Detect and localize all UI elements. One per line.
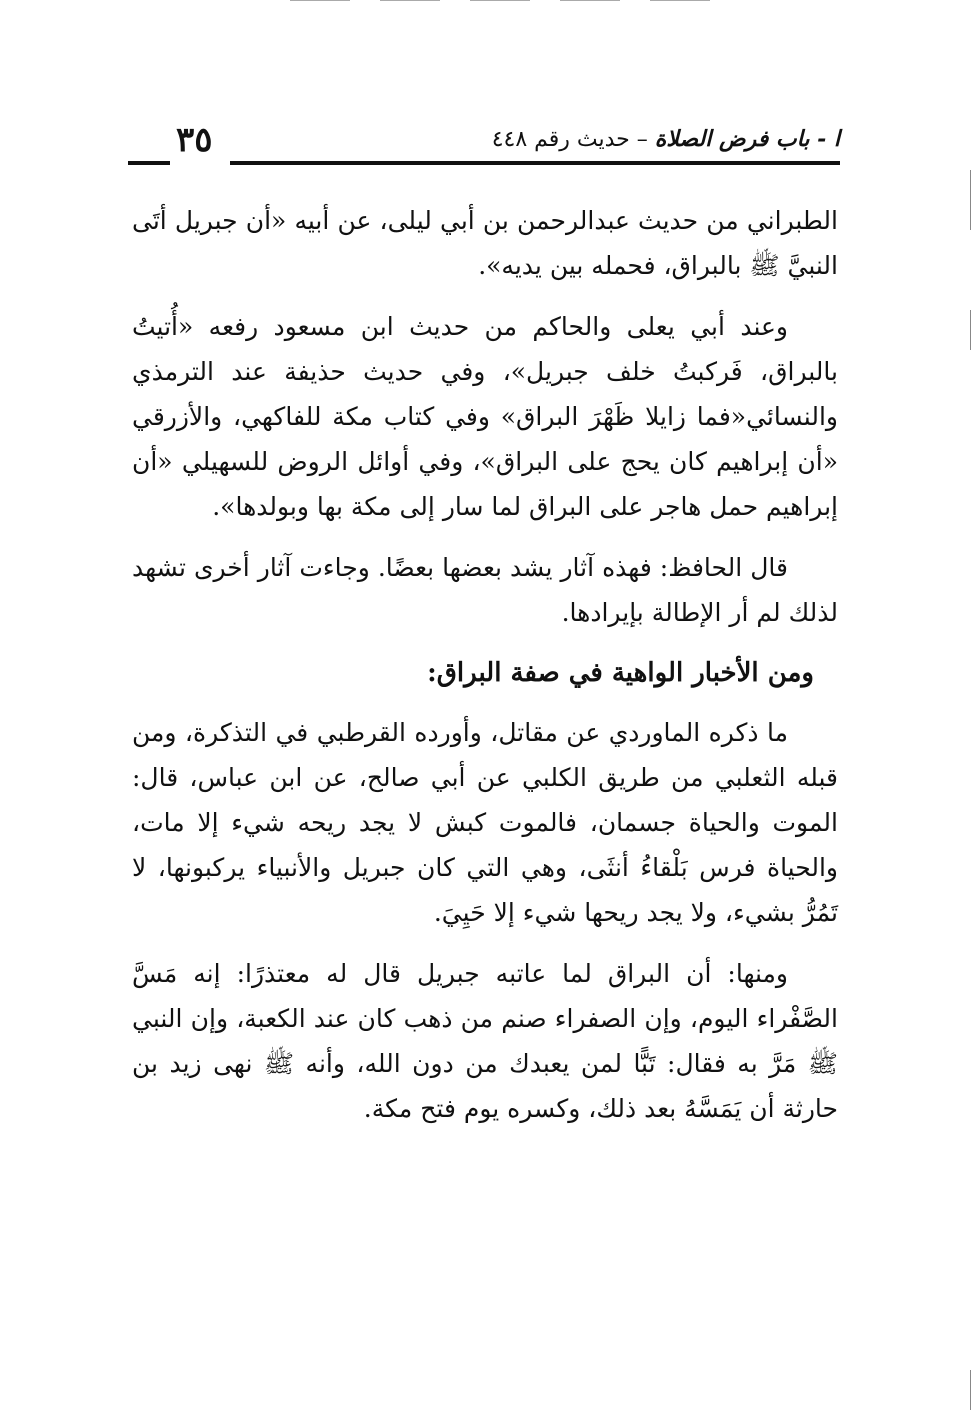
running-header: [128, 118, 840, 188]
body-text: [132, 198, 838, 1147]
header-rule-short: [128, 161, 170, 165]
header-rule: [230, 161, 840, 165]
paragraph-5: ومنها: أن البراق لما عاتبه جبريل قال له معتذرًا: إنه مَسَّ الصَّفْراء اليوم، وإن الصفراء صنم من ذهب كان عند الكعبة، وإن النبي ﷺ مَرَّ به فقال: تَبًّا لمن يعبدك من دون الله، وأنه ﷺ نهى زيد بن حارثة أن يَمَسَّهُ بعد ذلك، وكسره يوم فتح مكة.: [132, 959, 838, 1123]
scan-edge-mark: [970, 1370, 971, 1410]
section-heading: ومن الأخبار الواهية في صفة البراق:: [427, 658, 814, 688]
scan-artifact: [650, 0, 710, 1]
scan-artifact: [380, 0, 440, 1]
paragraph-1: الطبراني من حديث عبدالرحمن بن أبي ليلى، عن أبيه «أن جبريل أتَى النبيَّ ﷺ بالبراق، فحمله بين يديه».: [132, 206, 838, 280]
header-section-bold: ا - باب فرض الصلاة: [654, 126, 840, 152]
header-section-rest: – حديث رقم ٤٤٨: [491, 127, 655, 152]
scan-edge-mark: [970, 310, 971, 350]
scan-artifact: [290, 0, 350, 1]
paragraph-4: ما ذكره الماوردي عن مقاتل، وأورده القرطبي في التذكرة، ومن قبله الثعلبي من طريق الكلبي عن أبي صالح، عن ابن عباس، قال: الموت والحياة جسمان، فالموت كبش لا يجد ريحه شيء إلا مات، والحياة فرس بَلْقاءُ أنثَى، وهي التي كان جبريل والأنبياء يركبونها، لا تَمُرُّ بشيء، ولا يجد ريحها شيء إلا حَيِيَ.: [132, 718, 838, 927]
paragraph-2: وعند أبي يعلى والحاكم من حديث ابن مسعود رفعه «أُتيتُ بالبراق، فَركبتُ خلف جبريل»، وفي حديث حذيفة عند الترمذي والنسائي«فما زايلا ظَهْرَ البراق» وفي كتاب مكة للفاكهي، والأزرقي «أن إبراهيم كان يحج على البراق»، وفي أوائل الروض للسهيلي «أن إبراهيم حمل هاجر على البراق لما سار إلى مكة بها وبولدها».: [132, 312, 838, 521]
paragraph-3: قال الحافظ: فهذه آثار يشد بعضها بعضًا. وجاءت آثار أخرى تشهد لذلك لم أر الإطالة بإيرادها.: [132, 553, 838, 627]
scan-artifact: [560, 0, 620, 1]
scan-artifact: [470, 0, 530, 1]
page-number: ٣٥: [176, 120, 213, 160]
scan-edge-mark: [970, 170, 971, 230]
header-title: [492, 126, 840, 152]
